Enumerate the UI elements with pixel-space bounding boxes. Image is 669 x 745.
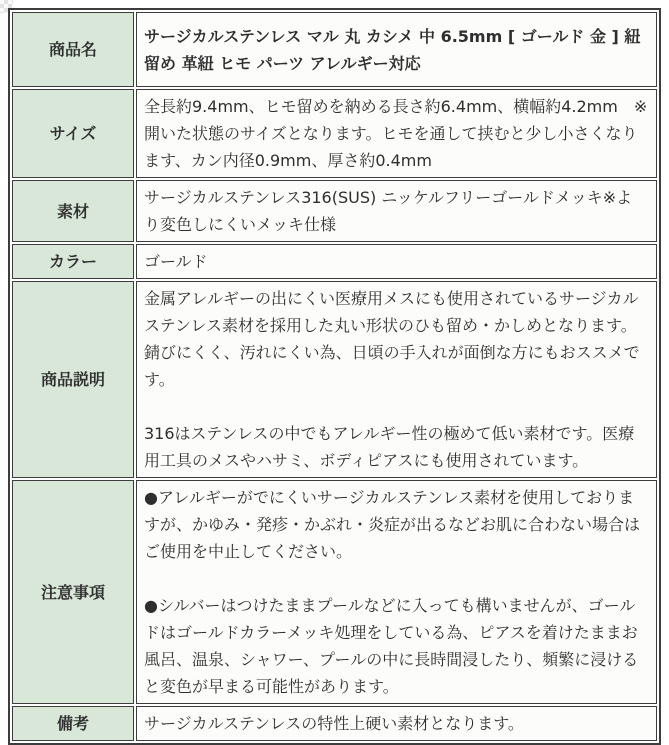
table-row-remarks xyxy=(12,706,657,741)
table-row-description xyxy=(12,281,657,478)
row-label-size: サイズ xyxy=(12,89,134,178)
row-label-product-name: 商品名 xyxy=(12,12,134,87)
row-label-precautions: 注意事項 xyxy=(12,480,134,704)
precautions-value xyxy=(136,480,657,704)
description-value xyxy=(136,281,657,478)
table-row-color xyxy=(12,244,657,279)
table-row-product-name xyxy=(12,12,657,87)
remarks-value: サージカルステンレスの特性上硬い素材となります。 xyxy=(136,706,657,741)
row-label-color: カラー xyxy=(12,244,134,279)
row-label-description: 商品説明 xyxy=(12,281,134,478)
color-value: ゴールド xyxy=(136,244,657,279)
description-paragraph: 316はステンレスの中でもアレルギー性の極めて低い素材です。医療用工具のメスやハサミ、ボディピアスにも使用されています。 xyxy=(144,424,635,470)
row-label-material: 素材 xyxy=(12,180,134,242)
precaution-paragraph: ●アレルギーがでにくいサージカルステンレス素材を使用しておりますが、かゆみ・発疹・かぶれ・炎症が出るなどお肌に合わない場合はご使用を中止してください。 xyxy=(144,488,641,561)
product-spec-table xyxy=(8,8,661,745)
precaution-paragraph: ●シルバーはつけたままプールなどに入っても構いませんが、ゴールドはゴールドカラーメッキ処理をしている為、ピアスを着けたままお風呂、温泉、シャワー、プールの中に長時間浸したり、頻繁に浸けると変色が早まる可能性があります。 xyxy=(144,596,639,696)
description-paragraph: 金属アレルギーの出にくい医療用メスにも使用されているサージカルステンレス素材を採用した丸い形状のひも留め・かしめとなります。錆びにくく、汚れにくい為、日頃の手入れが面倒な方にもおススメです。 xyxy=(144,289,640,389)
table-row-size xyxy=(12,89,657,178)
table-row-material xyxy=(12,180,657,242)
spec-table-body xyxy=(12,12,657,741)
material-value: サージカルステンレス316(SUS) ニッケルフリーゴールドメッキ※より変色しにくいメッキ仕様 xyxy=(136,180,657,242)
table-row-precautions xyxy=(12,480,657,704)
size-value: 全長約9.4mm、ヒモ留めを納める長さ約6.4mm、横幅約4.2mm ※開いた状態のサイズとなります。ヒモを通して挟むと少し小さくなります、カン内径0.9mm、厚さ約0.4mm xyxy=(136,89,657,178)
row-label-remarks: 備考 xyxy=(12,706,134,741)
product-name-value: サージカルステンレス マル 丸 カシメ 中 6.5mm [ ゴールド 金 ] 紐留め 革紐 ヒモ パーツ アレルギー対応 xyxy=(136,12,657,87)
